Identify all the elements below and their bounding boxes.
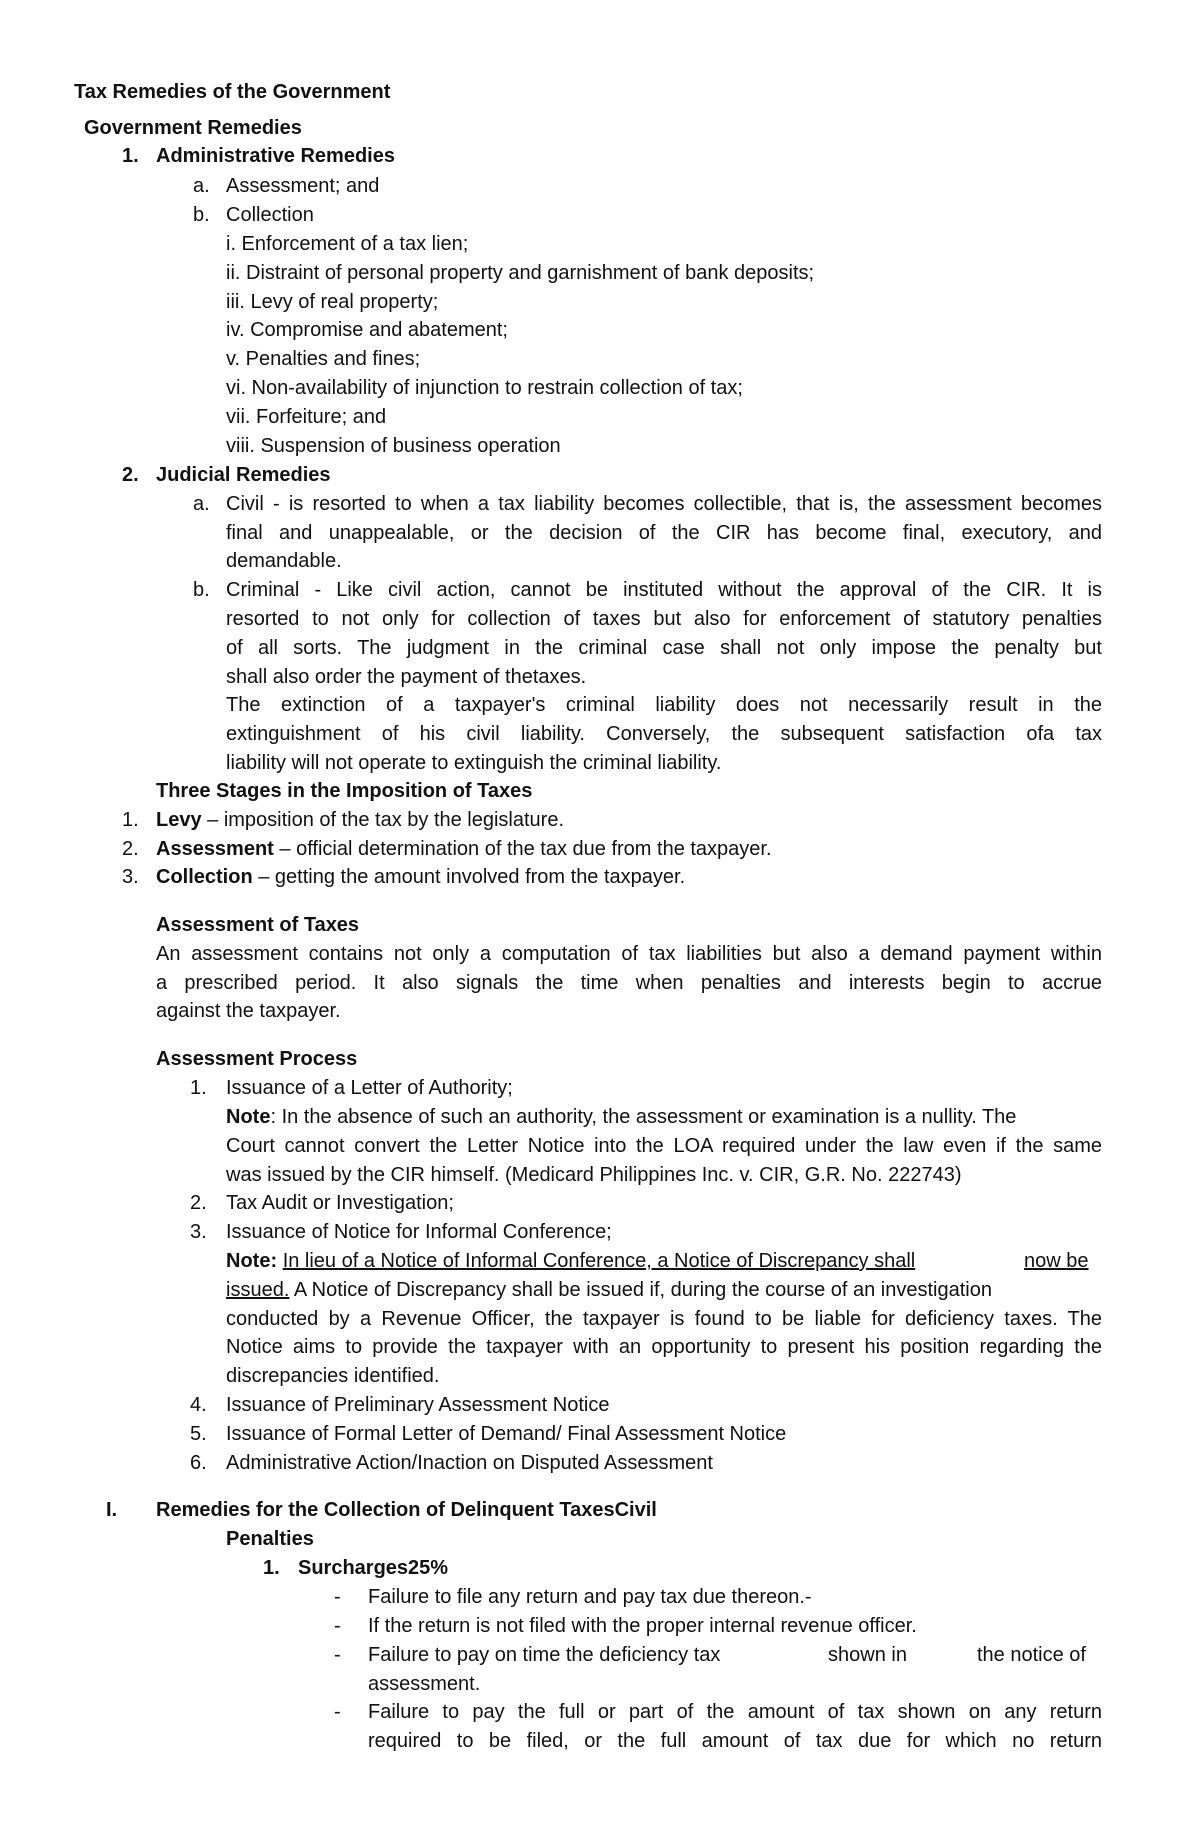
stage-collection [156, 865, 685, 889]
civil-text-line: final and unappealable, or the decision of the CIR has become final, executory, and [226, 522, 1102, 544]
surcharge-bullet: shown in [828, 1644, 907, 1666]
note-colon: : [270, 1250, 278, 1272]
surcharge-number: 1. [263, 1557, 280, 1579]
surcharge-bullet: assessment. [368, 1673, 481, 1695]
assessment-of-taxes-heading: Assessment of Taxes [156, 914, 360, 936]
stage-description: – getting the amount involved from the taxpayer. [252, 866, 686, 888]
surcharge-bullet: Failure to file any return and pay tax due thereon.- [368, 1586, 812, 1608]
collection-item: viii. Suspension of business operation [226, 435, 561, 457]
stage-levy [156, 808, 564, 832]
criminal-text-line: of all sorts. The judgment in the criminal case shall not only impose the penalty but [226, 637, 1102, 659]
penalties-subheading: Penalties [226, 1528, 314, 1550]
bullet-dash: - [334, 1615, 341, 1637]
note-label: Note [226, 1250, 271, 1272]
collection-item: iii. Levy of real property; [226, 291, 439, 313]
process-step-number: 4. [190, 1394, 207, 1416]
process-step-tax-audit: Tax Audit or Investigation; [226, 1192, 454, 1214]
stage-term: Assessment [156, 838, 274, 860]
assessment-paragraph-line: An assessment contains not only a computation of tax liabilities but also a demand payment within [156, 943, 1102, 965]
section-heading: Remedies for the Collection of Delinquent TaxesCivil [156, 1499, 657, 1521]
note-label: Note [226, 1106, 271, 1128]
admin-item-assessment: Assessment; and [226, 175, 380, 197]
surcharge-bullet: Failure to pay on time the deficiency tax [368, 1644, 721, 1666]
process-step-final-notice: Issuance of Formal Letter of Demand/ Final Assessment Notice [226, 1423, 787, 1445]
process-step-disputed-assessment: Administrative Action/Inaction on Disputed Assessment [226, 1452, 713, 1474]
stage-description: – imposition of the tax by the legislature. [201, 809, 565, 831]
bullet-dash: - [334, 1644, 341, 1666]
judicial-remedies-number: 2. [122, 464, 139, 486]
stage-description: – official determination of the tax due from the taxpayer. [273, 838, 772, 860]
process-step-letter-of-authority: Issuance of a Letter of Authority; [226, 1077, 513, 1099]
process-step-informal-conference: Issuance of Notice for Informal Conference; [226, 1221, 612, 1243]
criminal-text-line: extinguishment of his civil liability. Conversely, the subsequent satisfaction ofa tax [226, 723, 1102, 745]
stage-term: Collection [156, 866, 253, 888]
stage-term: Levy [156, 809, 202, 831]
criminal-text-line: shall also order the payment of thetaxes. [226, 666, 587, 688]
process-step-number: 5. [190, 1423, 207, 1445]
collection-item: iv. Compromise and abatement; [226, 319, 508, 341]
step3-note-line [226, 1278, 992, 1302]
government-remedies-heading: Government Remedies [84, 117, 302, 139]
collection-item: vi. Non-availability of injunction to restrain collection of tax; [226, 377, 743, 399]
surcharge-bullet: required to be filed, or the full amount of tax due for which no return [368, 1730, 1102, 1752]
section-number: I. [106, 1499, 118, 1521]
civil-text-line: demandable. [226, 550, 342, 572]
stage-assessment [156, 837, 772, 861]
collection-item: v. Penalties and fines; [226, 348, 421, 370]
note-text: A Notice of Discrepancy shall be issued if, during the course of an investigation [289, 1279, 992, 1301]
assessment-process-heading: Assessment Process [156, 1048, 358, 1070]
admin-item-collection: Collection [226, 204, 314, 226]
step3-note-line [226, 1249, 915, 1273]
admin-item-number: a. [193, 175, 210, 197]
criminal-text-line: resorted to not only for collection of taxes but also for enforcement of statutory penalties [226, 608, 1102, 630]
step3-note-line: Notice aims to provide the taxpayer with an opportunity to present his position regarding the [226, 1336, 1102, 1358]
step3-note-line: conducted by a Revenue Officer, the taxpayer is found to be liable for deficiency taxes. The [226, 1308, 1102, 1330]
process-step-number: 1. [190, 1077, 207, 1099]
bullet-dash: - [334, 1586, 341, 1608]
stage-number: 2. [122, 838, 139, 860]
surcharge-bullet: If the return is not filed with the proper internal revenue officer. [368, 1615, 917, 1637]
process-step-number: 2. [190, 1192, 207, 1214]
step3-note-line: discrepancies identified. [226, 1365, 440, 1387]
collection-item: vii. Forfeiture; and [226, 406, 387, 428]
criminal-number: b. [193, 579, 210, 601]
criminal-text-line: The extinction of a taxpayer's criminal liability does not necessarily result in the [226, 694, 1102, 716]
judicial-remedies-label: Judicial Remedies [156, 464, 331, 486]
surcharge-bullet: the notice of [977, 1644, 1086, 1666]
stage-number: 1. [122, 809, 139, 831]
stage-number: 3. [122, 866, 139, 888]
admin-remedies-number: 1. [122, 145, 139, 167]
assessment-paragraph-line: a prescribed period. It also signals the time when penalties and interests begin to accrue [156, 972, 1102, 994]
admin-remedies-label: Administrative Remedies [156, 145, 395, 167]
civil-number: a. [193, 493, 210, 515]
surcharge-label: Surcharges25% [298, 1557, 449, 1579]
process-step-preliminary-notice: Issuance of Preliminary Assessment Notice [226, 1394, 610, 1416]
underlined-note-text: now be [1024, 1250, 1089, 1272]
process-step-number: 3. [190, 1221, 207, 1243]
step1-note-line: was issued by the CIR himself. (Medicard Philippines Inc. v. CIR, G.R. No. 222743) [226, 1164, 962, 1186]
underlined-note-text: In lieu of a Notice of Informal Conference, a Notice of Discrepancy shall [282, 1250, 916, 1272]
admin-item-number: b. [193, 204, 210, 226]
criminal-text-line: liability will not operate to extinguish the criminal liability. [226, 752, 722, 774]
surcharge-bullet: Failure to pay the full or part of the amount of tax shown on any return [368, 1701, 1102, 1723]
process-step-number: 6. [190, 1452, 207, 1474]
collection-item: i. Enforcement of a tax lien; [226, 233, 469, 255]
step1-note-line [226, 1105, 1016, 1129]
criminal-text-line: Criminal - Like civil action, cannot be instituted without the approval of the CIR. It is [226, 579, 1102, 601]
collection-item: ii. Distraint of personal property and garnishment of bank deposits; [226, 262, 815, 284]
bullet-dash: - [334, 1701, 341, 1723]
underlined-note-text: issued. [226, 1279, 290, 1301]
civil-text-line: Civil - is resorted to when a tax liability becomes collectible, that is, the assessment becomes [226, 493, 1102, 515]
document-title: Tax Remedies of the Government [74, 81, 391, 103]
note-text: : In the absence of such an authority, the assessment or examination is a nullity. The [270, 1106, 1017, 1128]
three-stages-heading: Three Stages in the Imposition of Taxes [156, 780, 533, 802]
assessment-paragraph-line: against the taxpayer. [156, 1000, 341, 1022]
step1-note-line: Court cannot convert the Letter Notice into the LOA required under the law even if the same [226, 1135, 1102, 1157]
